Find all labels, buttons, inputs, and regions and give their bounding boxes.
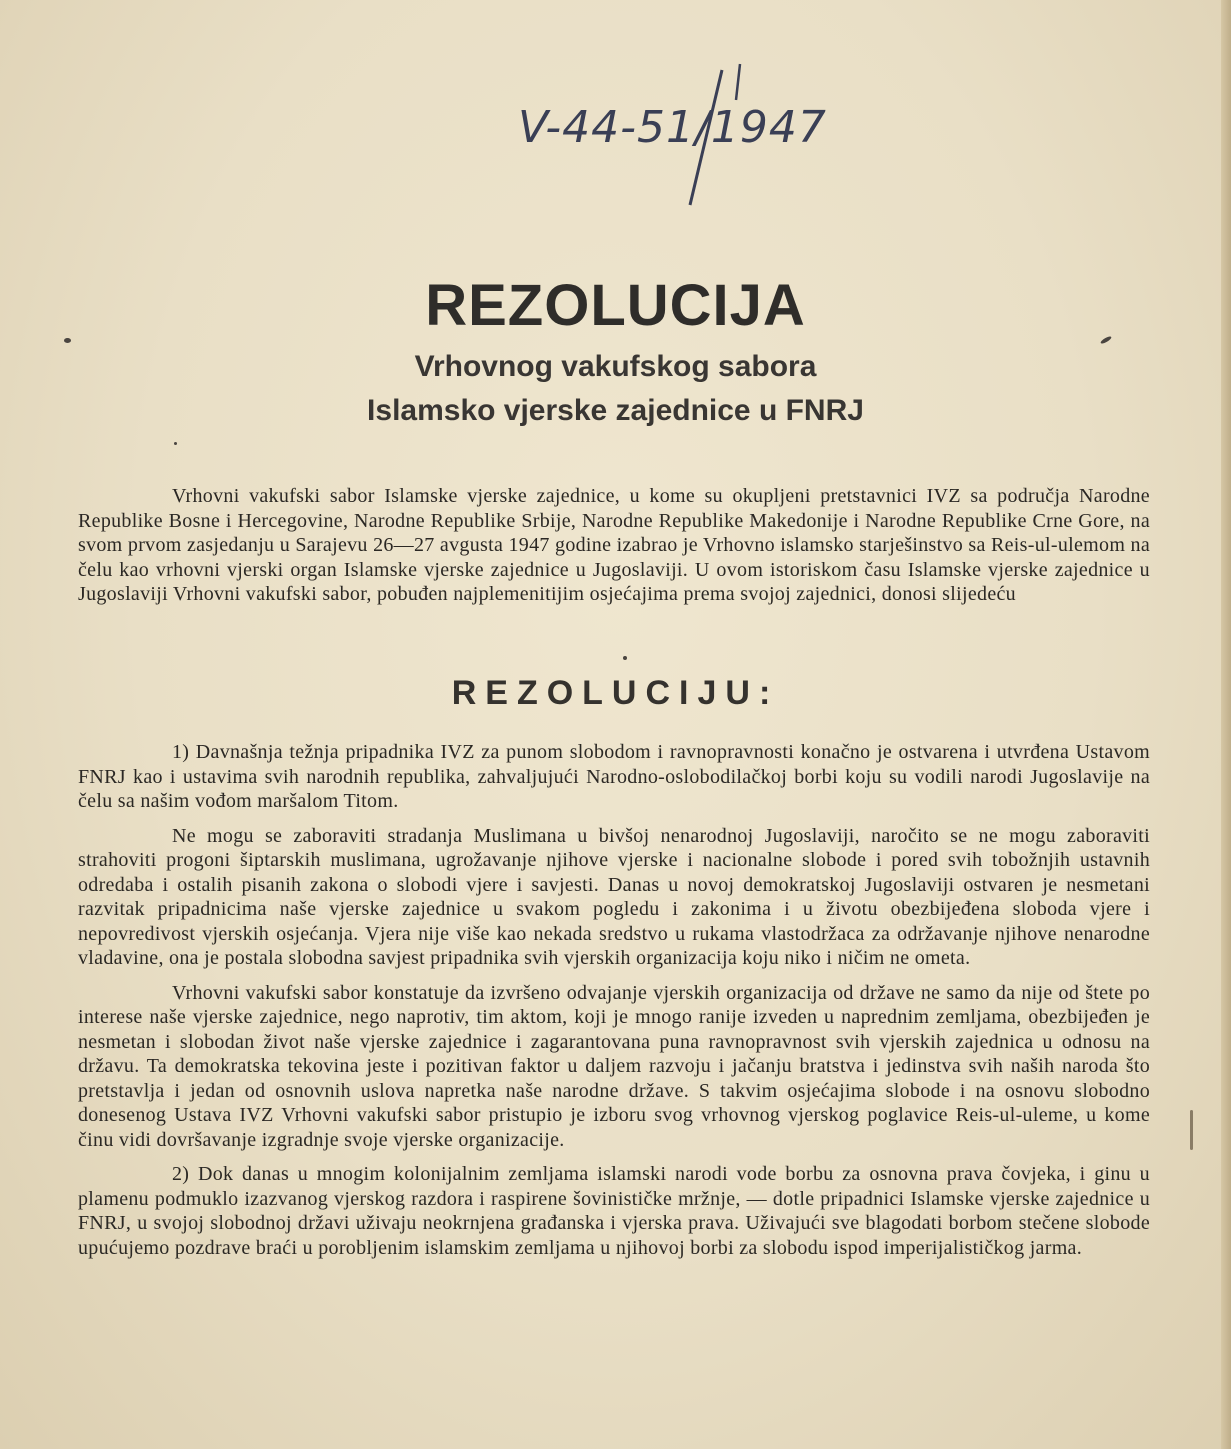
section-1-paragraph-3: Vrhovni vakufski sabor konstatuje da izvršeno odvajanje vjerskih organizacija od države ne samo da nije od štete po interese naše vjerske zajednice, nego naprotiv, tim aktom, koji je mnogo ranije izveden u naprednim zemljama, obezbijeđen je nesmetan i slobodan život naše vjerske zajednice i zagarantovana puna ravnopravnost svih vjerskih zajednica u odnosu na državu. Ta demokratska tekovina jeste i pozitivan faktor u daljem razvoju i jačanju bratstva i jedinstva svih naših naroda što pretstavlja i jedan od osnovnih uslova napretka naše narodne države. S takvim osjećajima slobode i na osnovu slobodno donesenog Ustava IVZ Vrhovni vakufski sabor pristupio je izboru svog vrhovnog vjerskog poglavice Reis-ul-uleme, u kome činu vidi dovršavanje izgradnje svoje vjerske organizacije. xyxy=(78,981,1150,1151)
paper-speck xyxy=(623,656,627,660)
document-subtitle-line-1: Vrhovnog vakufskog sabora xyxy=(414,350,817,383)
section-2-paragraph-1: 2) Dok danas u mnogim kolonijalnim zemljama islamski narodi vode borbu za osnovna prava čovjeka, i ginu u plamenu podmuklo izazvanog vjerskog razdora i raspirene šovinističke mržnje, — dotle pripadnici Islamske vjerske zajednice u FNRJ, u svojoj slobodnoj državi uživaju neokrnjena građanska i vjerska prava. Uživajući sve blagodati borbom stečene slobode upućujemo pozdrave braći u porobljenim islamskim zemljama u njihovoj borbi za slobodu ispod imperijalističkog jarma. xyxy=(78,1163,1150,1259)
intro-paragraph: Vrhovni vakufski sabor Islamske vjerske zajednice, u kome su okupljeni pretstavnici IVZ sa područja Narodne Republike Bosne i Hercegovine, Narodne Republike Srbije, Narodne Republike Makedonije i Narodne Republike Crne Gore, na svom prvom zasjedanju u Sarajevu 26—27 avgusta 1947 godine izabrao je Vrhovno islamsko starješinstvo sa Reis-ul-ulemom na čelu kao vrhovni vjerski organ Islamske vjerske zajednice u Jugoslaviji. U ovom istoriskom času Islamske vjerske zajednice u Jugoslaviji Vrhovni vakufski sabor, pobuđen najplemenitijim osjećajima prema svojoj zajednici, donosi slijedeću xyxy=(78,485,1150,605)
resolution-body xyxy=(78,740,1150,1260)
paper-speck xyxy=(174,442,177,445)
handwritten-note-text: V-44-51/1947 xyxy=(518,102,827,153)
page-edge-shadow xyxy=(1221,0,1231,1449)
document-subtitle-line-2: Islamsko vjerske zajednice u FNRJ xyxy=(367,394,864,427)
handwritten-archive-number xyxy=(500,60,830,210)
resolution-heading: REZOLUCIJU: xyxy=(451,674,780,712)
paper-crease xyxy=(1190,1110,1193,1150)
handwritten-tick-stroke xyxy=(736,64,740,100)
section-1-paragraph-2: Ne mogu se zaboraviti stradanja Muslimana u bivšoj nenarodnoj Jugoslaviji, naročito se ne mogu zaboraviti strahoviti progoni šiptarskih muslimana, ugrožavanje njihove vjerske i nacionalne slobode i pored svih tobožnjih ustavnih odredaba i ostalih pisanih zakona o slobodi vjere i savjesti. Danas u novoj demokratskoj Jugoslaviji ostvaren je nesmetani razvitak pripadnicima naše vjerske zajednice u svakom pogledu i zakonima i u životu obezbijeđena sloboda vjere i nepovredivost vjerskih osjećanja. Vjera nije više kao nekada sredstvo u rukama vlastodržaca za održavanje njihove nenarodne vladavine, ona je postala slobodna savjest pripadnika svih vjerskih organizacija koju niko i ničim ne ometa. xyxy=(78,824,1150,969)
document-title: REZOLUCIJA xyxy=(425,273,806,338)
section-1-paragraph-1: 1) Davnašnja težnja pripadnika IVZ za punom slobodom i ravnopravnosti konačno je ostvarena i utvrđena Ustavom FNRJ kao i ustavima svih narodnih republika, zahvaljujući Narodno-oslobodilačkoj borbi koju su vodili narodi Jugoslavije na čelu sa našim vođom maršalom Titom. xyxy=(78,741,1150,812)
intro-section xyxy=(78,484,1150,607)
